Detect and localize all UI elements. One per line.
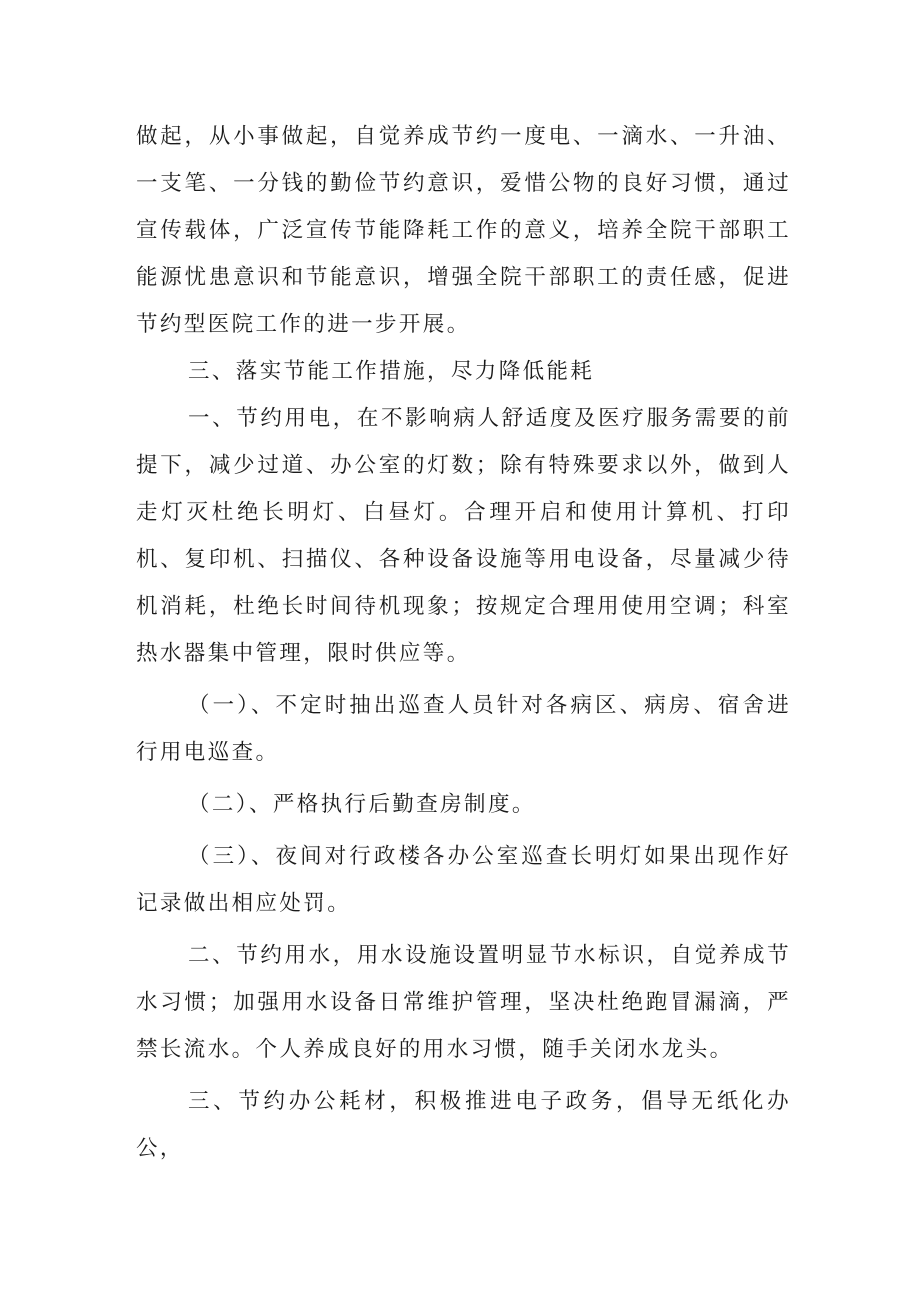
document-body	[136, 113, 791, 1172]
section-heading-energy-measures: 三、落实节能工作措施，尽力降低能耗	[188, 359, 595, 384]
paragraph-continuation: 做起，从小事做起，自觉养成节约一度电、一滴水、一升油、一支笔、一分钱的勤俭节约意识，爱惜公物的良好习惯，通过宣传载体，广泛宣传节能降耗工作的意义，培养全院干部职工能源忧患意识和节能意识，增强全院干部职工的责任感，促进节约型医院工作的进一步开展。	[136, 124, 791, 337]
paragraph-save-electricity: 一、节约用电，在不影响病人舒适度及医疗服务需要的前提下，减少过道、办公室的灯数；除有特殊要求以外，做到人走灯灭杜绝长明灯、白昼灯。合理开启和使用计算机、打印机、复印机、扫描仪、各种设备设施等用电设备，尽量减少待机消耗，杜绝长时间待机现象；按规定合理用使用空调；科室热水器集中管理，限时供应等。	[136, 406, 791, 666]
paragraph-save-water: 二、节约用水，用水设施设置明显节水标识，自觉养成节水习惯；加强用水设备日常维护管理，坚决杜绝跑冒漏滴，严禁长流水。个人养成良好的用水习惯，随手关闭水龙头。	[136, 943, 791, 1062]
paragraph-item-1: （一）、不定时抽出巡查人员针对各病区、病房、宿舍进行用电巡查。	[136, 693, 791, 765]
paragraph-item-2: （二）、严格执行后勤查房制度。	[188, 792, 536, 817]
paragraph-item-3: （三）、夜间对行政楼各办公室巡查长明灯如果出现作好记录做出相应处罚。	[136, 844, 791, 916]
paragraph-save-office-supplies: 三、节约办公耗材，积极推进电子政务，倡导无纸化办公，	[136, 1089, 791, 1161]
